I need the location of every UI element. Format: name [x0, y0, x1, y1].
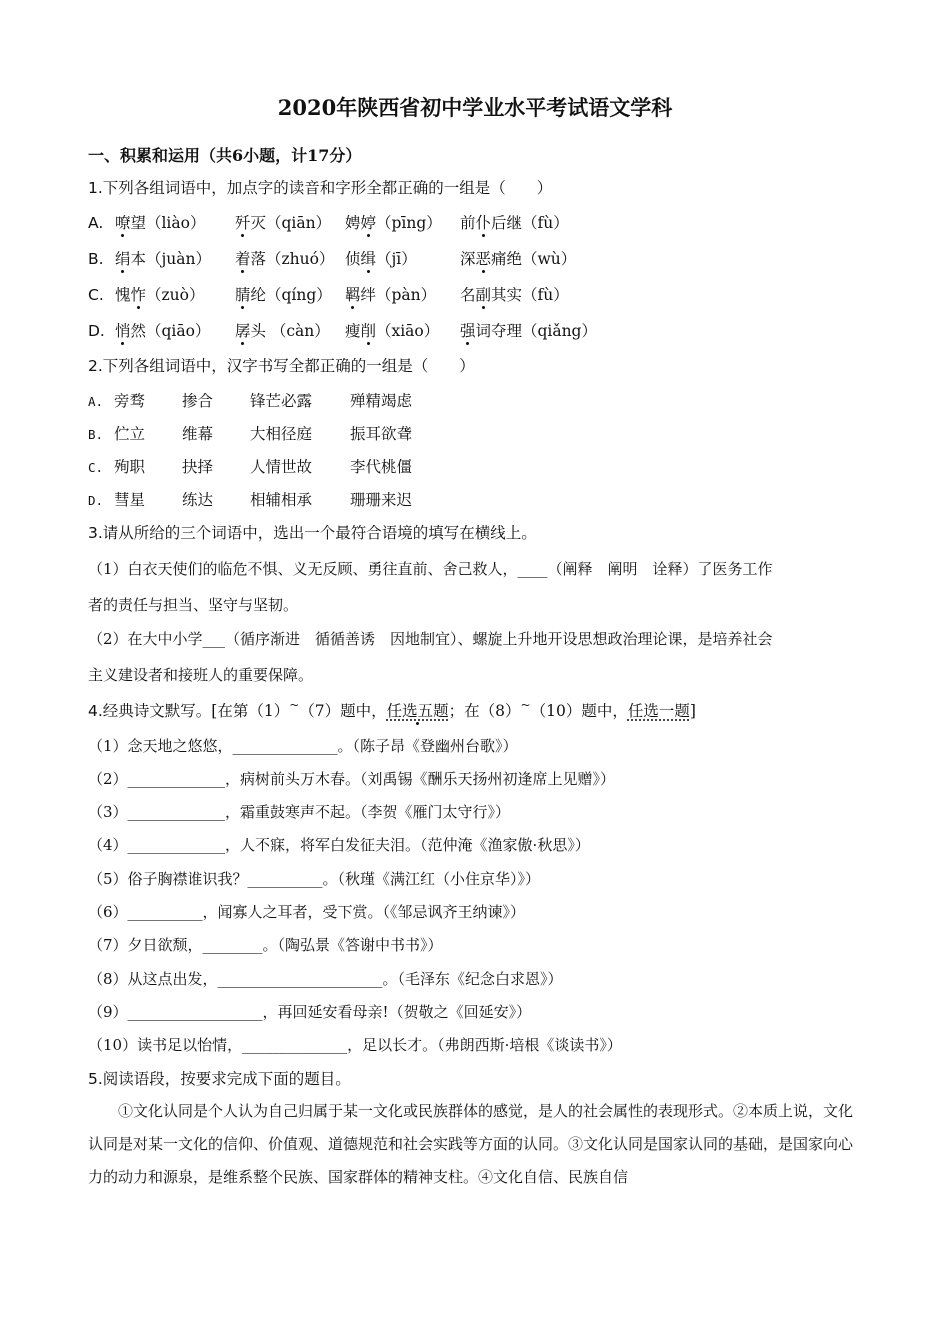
- recitation-line: （9）__________________，再回延安看母亲!（贺敬之《回延安》）: [88, 1003, 532, 1021]
- dotted-char: 婷: [360, 214, 376, 232]
- reading-passage: [88, 1095, 858, 1194]
- option-item: 腈纶（qíng）: [234, 286, 332, 304]
- question-1-option-c: [88, 285, 569, 305]
- option-word: 练达: [182, 491, 214, 509]
- option-word: 人情世故: [250, 458, 313, 476]
- option-word: 李代桃僵: [350, 458, 413, 476]
- question-text: （10）题中，: [530, 702, 628, 720]
- option-item: 嘹望（liào）: [114, 214, 206, 232]
- option-word: 殚精竭虑: [350, 392, 413, 410]
- question-text: ]: [689, 702, 696, 720]
- question-5-stem: [88, 1069, 351, 1089]
- question-number: 2.: [88, 357, 103, 375]
- option-item: 名副其实（fù）: [459, 286, 569, 304]
- dotted-char: 嘹: [114, 214, 131, 232]
- option-word: 抉择: [182, 458, 214, 476]
- option-word: 维幕: [182, 425, 214, 443]
- question-text: 经典诗文默写。[在第（1）: [102, 702, 290, 720]
- option-item: 孱头 （càn）: [234, 322, 330, 340]
- option-item: 悄然（qiāo）: [114, 322, 211, 340]
- dotted-char: 削: [360, 322, 376, 340]
- recitation-line: （3）_____________，霜重鼓寒声不起。（李贺《雁门太守行》）: [88, 803, 511, 821]
- option-item: 绢本（juàn）: [114, 250, 211, 268]
- option-item: 强词夺理（qiǎng）: [459, 322, 597, 340]
- recitation-line: （5）俗子胸襟谁识我？__________。（秋瑾《满江红（小住京华）》）: [88, 870, 541, 888]
- question-3-stem: [88, 523, 537, 543]
- dotted-char: 歼: [234, 214, 251, 232]
- recitation-line: （1）念天地之悠悠，______________。（陈子昂《登幽州台歌》）: [88, 737, 518, 755]
- dotted-char: 恶: [475, 250, 491, 268]
- dotted-char: 孱: [234, 322, 251, 340]
- option-item: 瘦削（xiāo）: [344, 322, 440, 340]
- page-title: 2020年陕西省初中学业水平考试语文学科: [277, 95, 673, 120]
- recitation-line: （2）_____________，病树前头万木春。（刘禹锡《酬乐天扬州初逢席上见赠》）: [88, 770, 616, 788]
- dotted-char: 仆: [475, 214, 491, 232]
- question-3-part-1: （1）白衣天使们的临危不惧、义无反顾、勇往直前、舍己救人，____（阐释 阐明 诠释）了医务工作: [88, 560, 773, 578]
- option-label: C.: [88, 286, 104, 304]
- question-2-option-b: [88, 424, 412, 445]
- option-word: 振耳欲聋: [350, 425, 413, 443]
- option-word: 彗星: [114, 491, 146, 509]
- option-item: 侦缉（jī）: [344, 250, 417, 268]
- question-text: 请从所给的三个词语中，选出一个最符合语境的填写在横线上。: [102, 524, 537, 542]
- recitation-line: （8）从这点出发，______________________。（毛泽东《纪念白求恩》）: [88, 970, 563, 988]
- option-word: 珊珊来迟: [350, 491, 413, 509]
- dotted-char: 怍: [130, 286, 146, 304]
- question-1-option-d: [88, 321, 597, 341]
- option-word: 锋芒必露: [250, 392, 313, 410]
- option-label: A.: [88, 394, 104, 409]
- dotted-char: 悄: [114, 322, 131, 340]
- recitation-line: （6）__________，闻寡人之耳者，受下赏。（《邹忌讽齐王纳谏》）: [88, 903, 526, 921]
- recitation-line: （7）夕日欲颓，________。（陶弘景《答谢中书书》）: [88, 936, 443, 954]
- dotted-emphasis: 任选一题: [627, 702, 690, 720]
- dotted-emphasis: 任选五题: [386, 702, 449, 720]
- question-1-option-a: [88, 213, 569, 233]
- recitation-line: （4）_____________，人不寐，将军白发征夫泪。（范仲淹《渔家傲·秋思》）: [88, 836, 590, 854]
- question-1-stem: [88, 178, 552, 198]
- passage-text: ①文化认同是个人认为自己归属于某一文化或民族群体的感觉，是人的社会属性的表现形式。②本质上说，文化认同是对某一文化的信仰、价值观、道德规范和社会实践等方面的认同。③文化认同是国家认同的基础，是国家向心力的动力和源泉，是维系整个民族、国家群体的精神支柱。④文化自信、民族自信: [88, 1102, 854, 1186]
- option-label: C.: [88, 460, 104, 475]
- question-number: 4.: [88, 702, 103, 720]
- option-label: B.: [88, 427, 104, 442]
- option-item: 娉婷（pīng）: [344, 214, 442, 232]
- option-label: D.: [88, 493, 104, 508]
- question-text: 阅读语段，按要求完成下面的题目。: [102, 1070, 351, 1088]
- dotted-char: 强: [459, 322, 476, 340]
- option-label: A.: [88, 214, 104, 232]
- question-2-option-c: [88, 457, 412, 478]
- option-item: 羁绊（pàn）: [344, 286, 437, 304]
- option-word: 殉职: [114, 458, 146, 476]
- dotted-char: 着: [234, 250, 251, 268]
- option-item: 愧怍（zuò）: [114, 286, 205, 304]
- option-item: 着落（zhuó）: [234, 250, 335, 268]
- option-item: 深恶痛绝（wù）: [459, 250, 577, 268]
- recitation-line: （10）读书足以怡情，______________，足以长才。（弗朗西斯·培根《谈读书》）: [88, 1036, 622, 1054]
- option-label: D.: [88, 322, 105, 340]
- dotted-char: 缉: [360, 250, 376, 268]
- option-item: 前仆后继（fù）: [459, 214, 569, 232]
- question-3-part-2: （2）在大中小学___（循序渐进 循循善诱 因地制宜）、螺旋上升地开设思想政治理论课，是培养社会: [88, 630, 773, 648]
- question-text: （7）题中，: [299, 702, 387, 720]
- question-text: 下列各组词语中，加点字的读音和字形全都正确的一组是（ ）: [102, 179, 553, 197]
- tilde: ~: [289, 698, 300, 712]
- section-heading: 一、积累和运用（共6小题，计17分）: [88, 146, 362, 165]
- dotted-char: 副: [475, 286, 491, 304]
- question-3-part-2-cont: 主义建设者和接班人的重要保障。: [88, 666, 314, 684]
- option-word: 旁骛: [114, 392, 146, 410]
- option-word: 相辅相承: [250, 491, 313, 509]
- question-number: 3.: [88, 524, 103, 542]
- question-2-stem: [88, 356, 475, 376]
- question-2-option-a: [88, 391, 412, 412]
- option-item: 歼灭（qiān）: [234, 214, 332, 232]
- option-label: B.: [88, 250, 104, 268]
- question-text: ；在（8）: [448, 702, 521, 720]
- question-1-option-b: [88, 249, 576, 269]
- question-3-part-1-cont: 者的责任与担当、坚守与坚韧。: [88, 596, 299, 614]
- question-number: 5.: [88, 1070, 103, 1088]
- question-number: 1.: [88, 179, 103, 197]
- question-4-stem: [88, 698, 696, 722]
- question-text: 下列各组词语中，汉字书写全都正确的一组是（ ）: [102, 357, 475, 375]
- question-2-option-d: [88, 490, 412, 511]
- option-word: 伫立: [114, 425, 146, 443]
- option-word: 掺合: [182, 392, 214, 410]
- dotted-char: 绢: [114, 250, 131, 268]
- dotted-char: 腈: [234, 286, 251, 304]
- option-word: 大相径庭: [250, 425, 313, 443]
- tilde: ~: [520, 698, 531, 712]
- dotted-char: 羁: [344, 286, 361, 304]
